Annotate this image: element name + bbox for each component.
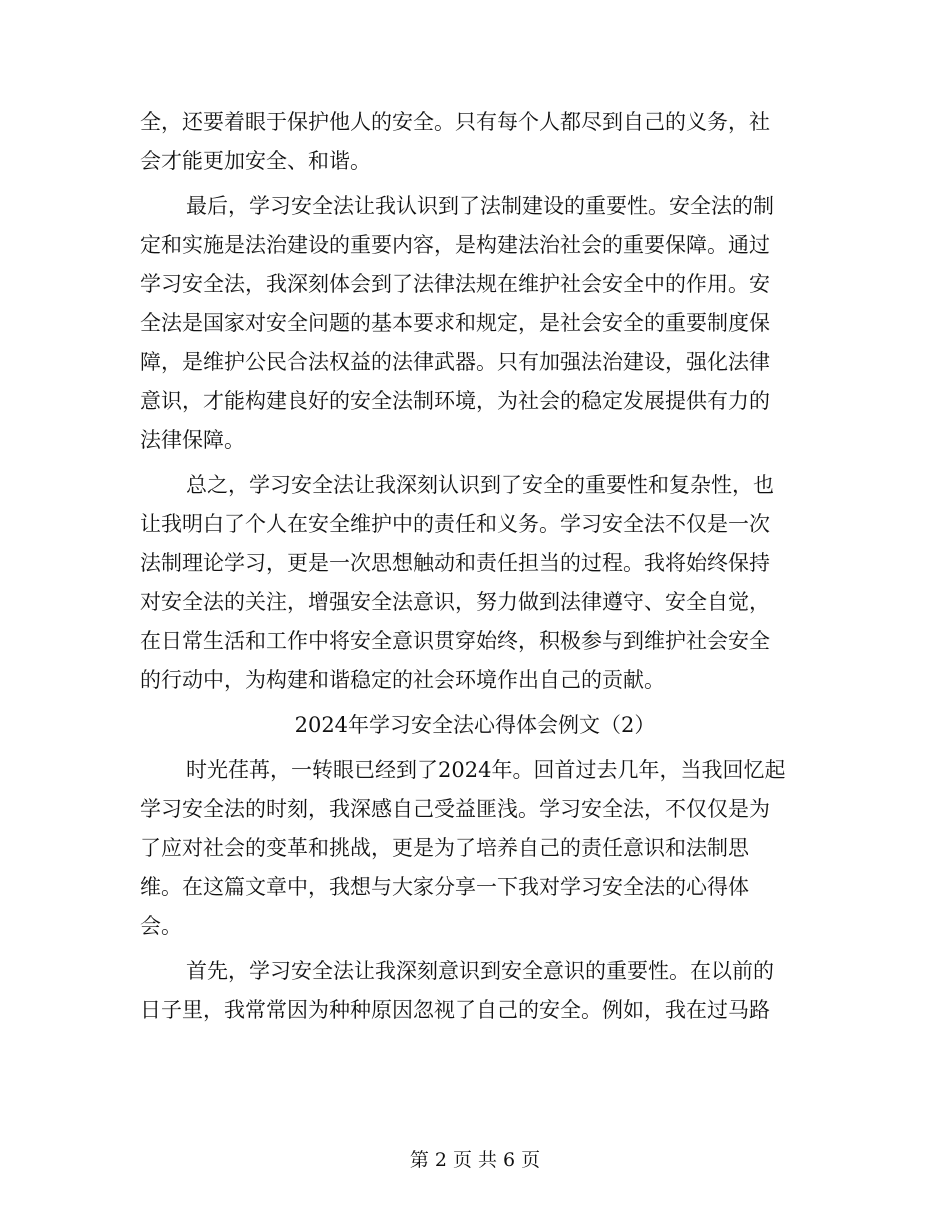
page-footer: 第 2 页 共 6 页 — [409, 1149, 541, 1171]
text-line: 日子里，我常常因为种种原因忽视了自己的安全。例如，我在过马路 — [140, 998, 770, 1022]
section-title: 2024年学习安全法心得体会例文（2） — [294, 713, 656, 737]
text-line: 最后，学习安全法让我认识到了法制建设的重要性。安全法的制 — [186, 194, 774, 218]
text-line: 法制理论学习，更是一次思想触动和责任担当的过程。我将始终保持 — [140, 551, 770, 575]
text-line: 会。 — [140, 914, 182, 938]
text-line: 对安全法的关注，增强安全法意识，努力做到法律遵守、安全自觉， — [140, 590, 770, 614]
text-line: 定和实施是法治建设的重要内容，是构建法治社会的重要保障。通过 — [140, 233, 770, 257]
text-line: 障，是维护公民合法权益的法律武器。只有加强法治建设，强化法律 — [140, 350, 770, 374]
text-line: 了应对社会的变革和挑战，更是为了培养自己的责任意识和法制思 — [140, 836, 749, 860]
text-line: 在日常生活和工作中将安全意识贯穿始终，积极参与到维护社会安全 — [140, 629, 770, 653]
text-line: 维。在这篇文章中，我想与大家分享一下我对学习安全法的心得体 — [140, 875, 749, 899]
text-line: 学习安全法的时刻，我深感自己受益匪浅。学习安全法，不仅仅是为 — [140, 797, 770, 821]
text-line: 时光荏苒，一转眼已经到了2024年。回首过去几年，当我回忆起 — [186, 758, 786, 782]
text-line: 学习安全法，我深刻体会到了法律法规在维护社会安全中的作用。安 — [140, 272, 770, 296]
text-line: 让我明白了个人在安全维护中的责任和义务。学习安全法不仅是一次 — [140, 512, 770, 536]
text-line: 总之，学习安全法让我深刻认识到了安全的重要性和复杂性，也 — [186, 473, 774, 497]
text-line: 法律保障。 — [140, 428, 245, 452]
text-line: 全，还要着眼于保护他人的安全。只有每个人都尽到自己的义务，社 — [140, 110, 770, 134]
text-line: 意识，才能构建良好的安全法制环境，为社会的稳定发展提供有力的 — [140, 389, 770, 413]
text-line: 全法是国家对安全问题的基本要求和规定，是社会安全的重要制度保 — [140, 311, 770, 335]
text-line: 会才能更加安全、和谐。 — [140, 149, 371, 173]
text-line: 首先，学习安全法让我深刻意识到安全意识的重要性。在以前的 — [186, 959, 774, 983]
text-line: 的行动中，为构建和谐稳定的社会环境作出自己的贡献。 — [140, 668, 665, 692]
